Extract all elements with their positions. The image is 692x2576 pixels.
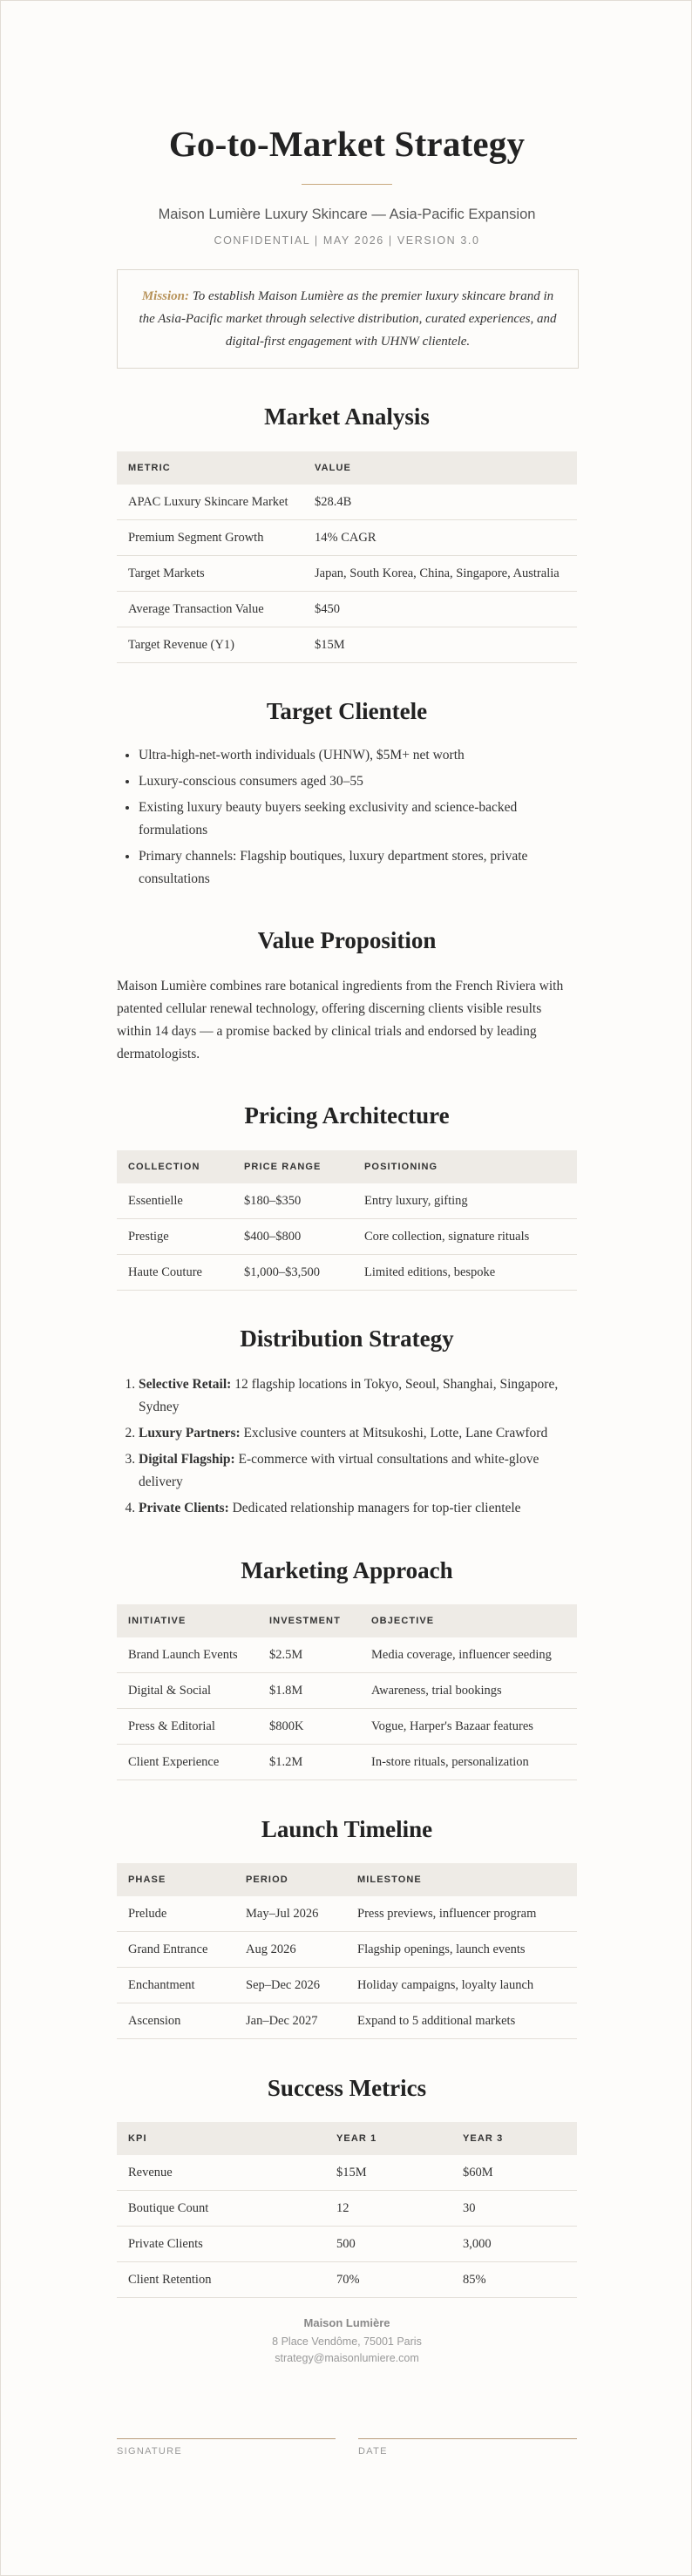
table-cell: $180–$350 — [233, 1183, 353, 1219]
table-cell: Prelude — [117, 1896, 234, 1932]
table-row — [117, 2191, 577, 2227]
metrics-table — [117, 2122, 577, 2298]
table-row — [117, 2262, 577, 2298]
table-header-row — [117, 1150, 577, 1183]
market-table — [117, 451, 577, 663]
table-header-row — [117, 1863, 577, 1896]
table-cell: $28.4B — [303, 485, 577, 520]
table-row — [117, 1673, 577, 1709]
table-row — [117, 485, 577, 520]
table-cell: Brand Launch Events — [117, 1637, 258, 1673]
list-item — [139, 1373, 577, 1419]
marketing-section — [117, 1557, 577, 1584]
footer — [117, 2316, 577, 2367]
list-item-label: Digital Flagship: — [139, 1452, 235, 1467]
column-header: COLLECTION — [117, 1150, 233, 1183]
market-section — [117, 403, 577, 430]
table-cell: Essentielle — [117, 1183, 233, 1219]
table-cell: Core collection, signature rituals — [353, 1219, 577, 1255]
list-item — [139, 1497, 577, 1520]
table-cell: 14% CAGR — [303, 520, 577, 556]
list-item — [139, 1422, 577, 1445]
table-row — [117, 1219, 577, 1255]
table-header-row — [117, 1604, 577, 1637]
column-header: KPI — [117, 2122, 325, 2155]
table-row — [117, 1637, 577, 1673]
table-cell: $450 — [303, 592, 577, 627]
mission-label: Mission: — [141, 289, 189, 303]
table-row — [117, 1896, 577, 1932]
clientele-section — [117, 698, 577, 725]
column-header: INVESTMENT — [258, 1604, 360, 1637]
timeline-section — [117, 1816, 577, 1843]
table-cell: Sep–Dec 2026 — [234, 1968, 346, 2003]
table-cell: Private Clients — [117, 2227, 325, 2262]
table-cell: $1.8M — [258, 1673, 360, 1709]
marketing-table-wrap — [117, 1604, 577, 1780]
table-cell: Aug 2026 — [234, 1932, 346, 1968]
market-heading: Market Analysis — [264, 403, 430, 430]
table-cell: Client Retention — [117, 2262, 325, 2298]
table-cell: $60M — [451, 2155, 577, 2191]
table-cell: Target Revenue (Y1) — [117, 627, 303, 663]
column-header: PRICE RANGE — [233, 1150, 353, 1183]
marketing-table — [117, 1604, 577, 1780]
mission-box — [117, 269, 579, 369]
list-item: • Existing luxury beauty buyers seeking exclusivity and science-backed formulations — [139, 797, 577, 842]
table-cell: 30 — [451, 2191, 577, 2227]
document-title: Go-to-Market Strategy — [168, 124, 526, 164]
market-table-wrap — [117, 451, 577, 663]
table-cell: Haute Couture — [117, 1255, 233, 1291]
clientele-list-wrap — [117, 744, 577, 894]
list-item: • Ultra-high-net-worth individuals (UHNW), $5M+ net worth — [139, 744, 577, 767]
list-item-label: Selective Retail: — [139, 1377, 232, 1392]
timeline-table — [117, 1863, 577, 2039]
column-header: OBJECTIVE — [360, 1604, 577, 1637]
table-cell: $15M — [325, 2155, 451, 2191]
table-cell: Limited editions, bespoke — [353, 1255, 577, 1291]
marketing-heading: Marketing Approach — [241, 1557, 453, 1583]
list-item-text: 12 flagship locations in Tokyo, Seoul, Shanghai, Singapore, Sydney — [139, 1377, 559, 1414]
table-row — [117, 1932, 577, 1968]
metrics-heading: Success Metrics — [267, 2075, 427, 2101]
table-row — [117, 627, 577, 663]
pricing-heading: Pricing Architecture — [244, 1102, 450, 1129]
distribution-list — [117, 1373, 577, 1520]
document-subtitle: Maison Lumière Luxury Skincare — Asia-Pacific Expansion — [158, 207, 536, 222]
table-cell: Vogue, Harper's Bazaar features — [360, 1709, 577, 1745]
table-cell: Press & Editorial — [117, 1709, 258, 1745]
table-row — [117, 2155, 577, 2191]
table-cell: Revenue — [117, 2155, 325, 2191]
pricing-table — [117, 1150, 577, 1291]
date-line — [358, 2438, 577, 2439]
table-cell: $400–$800 — [233, 1219, 353, 1255]
pricing-section — [117, 1102, 577, 1129]
column-header: MILESTONE — [346, 1863, 577, 1896]
table-row — [117, 1968, 577, 2003]
distribution-list-wrap — [117, 1373, 577, 1523]
table-cell: In-store rituals, personalization — [360, 1745, 577, 1780]
table-cell: Entry luxury, gifting — [353, 1183, 577, 1219]
value-proposition-text: Maison Lumière combines rare botanical ingredients from the French Riviera with patented cellular renewal technology, offering discerning clients visible results within 14 days — a promise backed by clinical trials and endorsed by leading dermatologists. — [117, 979, 564, 1061]
table-cell: Flagship openings, launch events — [346, 1932, 577, 1968]
title-divider — [117, 184, 577, 185]
value-text-wrap — [117, 975, 577, 1066]
mission-text: To establish Maison Lumière as the premier luxury skincare brand in the Asia-Pacific market through selective distribution, curated experiences, and digital-first engagement with UHNW clientele. — [139, 289, 557, 349]
table-cell: Target Markets — [117, 556, 303, 592]
table-cell: Press previews, influencer program — [346, 1896, 577, 1932]
table-cell: Grand Entrance — [117, 1932, 234, 1968]
table-cell: Prestige — [117, 1219, 233, 1255]
signature-line — [117, 2438, 336, 2439]
date-label: DATE — [358, 2446, 388, 2457]
value-heading: Value Proposition — [257, 927, 437, 953]
footer-company: Maison Lumière — [303, 2316, 390, 2329]
table-row — [117, 556, 577, 592]
signature-label: SIGNATURE — [117, 2446, 183, 2457]
table-header-row — [117, 451, 577, 485]
table-cell: 70% — [325, 2262, 451, 2298]
metrics-table-wrap — [117, 2122, 577, 2298]
column-header: POSITIONING — [353, 1150, 577, 1183]
table-cell: Average Transaction Value — [117, 592, 303, 627]
list-item: • Luxury-conscious consumers aged 30–55 — [139, 770, 577, 793]
table-row — [117, 592, 577, 627]
column-header: PHASE — [117, 1863, 234, 1896]
distribution-section — [117, 1325, 577, 1352]
list-item-label: Luxury Partners: — [139, 1426, 241, 1441]
column-header: METRIC — [117, 451, 303, 485]
timeline-table-wrap — [117, 1863, 577, 2039]
table-cell: 3,000 — [451, 2227, 577, 2262]
table-cell: Enchantment — [117, 1968, 234, 2003]
table-cell: Jan–Dec 2027 — [234, 2003, 346, 2039]
document-meta: CONFIDENTIAL | MAY 2026 | VERSION 3.0 — [214, 234, 480, 247]
table-cell: Boutique Count — [117, 2191, 325, 2227]
table-cell: $1.2M — [258, 1745, 360, 1780]
column-header: YEAR 3 — [451, 2122, 577, 2155]
table-row — [117, 1745, 577, 1780]
footer-address: 8 Place Vendôme, 75001 Paris — [272, 2335, 422, 2348]
list-item-text: Dedicated relationship managers for top-tier clientele — [232, 1501, 521, 1515]
list-item-text: Exclusive counters at Mitsukoshi, Lotte, Lane Crawford — [243, 1426, 548, 1441]
header — [117, 123, 577, 165]
timeline-heading: Launch Timeline — [261, 1816, 433, 1842]
table-cell: APAC Luxury Skincare Market — [117, 485, 303, 520]
list-item: • Primary channels: Flagship boutiques, luxury department stores, private consultations — [139, 845, 577, 891]
table-cell: Media coverage, influencer seeding — [360, 1637, 577, 1673]
table-cell: May–Jul 2026 — [234, 1896, 346, 1932]
table-cell: Awareness, trial bookings — [360, 1673, 577, 1709]
column-header: PERIOD — [234, 1863, 346, 1896]
table-cell: $15M — [303, 627, 577, 663]
table-cell: Japan, South Korea, China, Singapore, Australia — [303, 556, 577, 592]
table-cell: 12 — [325, 2191, 451, 2227]
table-row — [117, 1255, 577, 1291]
table-header-row — [117, 2122, 577, 2155]
table-cell: Digital & Social — [117, 1673, 258, 1709]
list-item — [139, 1448, 577, 1494]
column-header: VALUE — [303, 451, 577, 485]
pricing-table-wrap — [117, 1150, 577, 1291]
table-row — [117, 520, 577, 556]
metrics-section — [117, 2075, 577, 2102]
table-cell: Premium Segment Growth — [117, 520, 303, 556]
table-cell: Holiday campaigns, loyalty launch — [346, 1968, 577, 2003]
table-cell: $1,000–$3,500 — [233, 1255, 353, 1291]
table-cell: Client Experience — [117, 1745, 258, 1780]
table-cell: Ascension — [117, 2003, 234, 2039]
table-row — [117, 1709, 577, 1745]
table-row — [117, 2227, 577, 2262]
table-cell: Expand to 5 additional markets — [346, 2003, 577, 2039]
table-cell: 500 — [325, 2227, 451, 2262]
column-header: YEAR 1 — [325, 2122, 451, 2155]
table-cell: 85% — [451, 2262, 577, 2298]
column-header: INITIATIVE — [117, 1604, 258, 1637]
footer-email: strategy@maisonlumiere.com — [275, 2352, 419, 2364]
table-cell: $2.5M — [258, 1637, 360, 1673]
clientele-list — [117, 744, 577, 891]
distribution-heading: Distribution Strategy — [240, 1325, 454, 1352]
table-row — [117, 1183, 577, 1219]
table-cell: $800K — [258, 1709, 360, 1745]
list-item-label: Private Clients: — [139, 1501, 229, 1515]
table-row — [117, 2003, 577, 2039]
list-item-text: E-commerce with virtual consultations and white-glove delivery — [139, 1452, 539, 1489]
value-section — [117, 927, 577, 954]
clientele-heading: Target Clientele — [266, 698, 428, 724]
